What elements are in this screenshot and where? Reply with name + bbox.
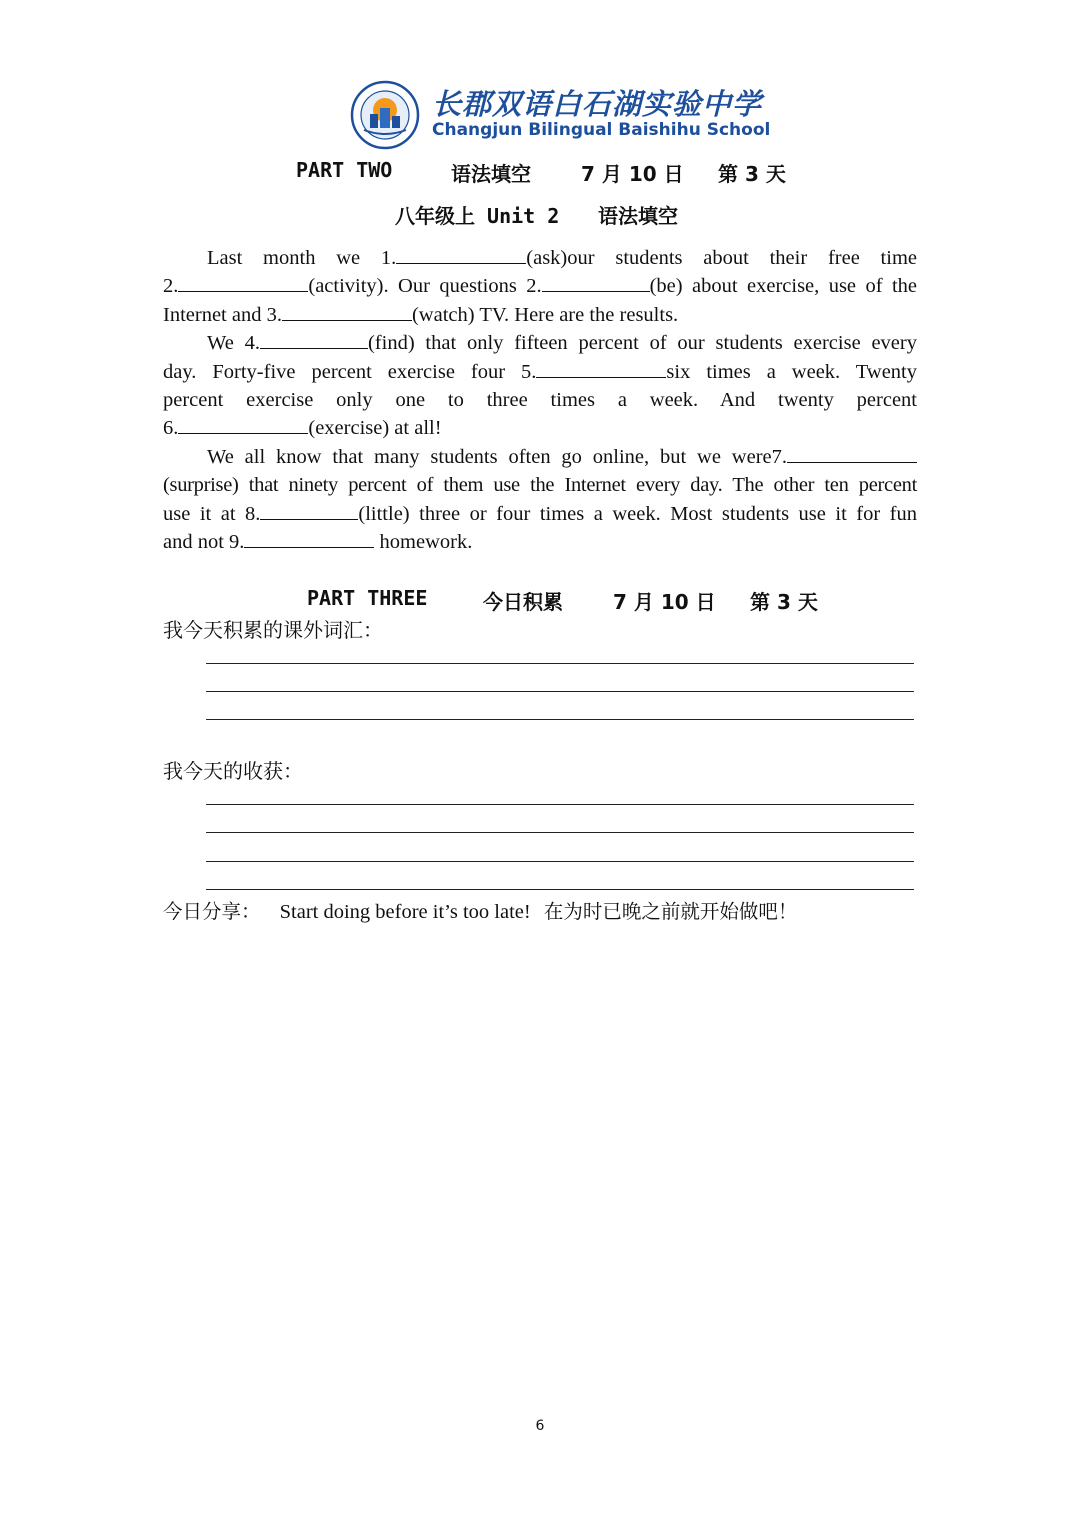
passage-line: day. Forty-five percent exercise four 5. six times a week. Twenty bbox=[163, 358, 917, 386]
part-two-heading bbox=[0, 158, 1080, 184]
blank-5[interactable] bbox=[536, 358, 666, 378]
passage-line: percent exercise only one to three times a week. And twenty percent bbox=[163, 388, 917, 411]
school-name-en: Changjun Bilingual Baishihu School bbox=[432, 120, 771, 140]
passage-paragraph-1 bbox=[163, 244, 917, 329]
school-header bbox=[350, 80, 771, 150]
share-quote-en: Start doing before it’s too late! bbox=[279, 901, 531, 923]
blank-7[interactable] bbox=[787, 443, 917, 463]
part-two-date: 7 月 10 日 bbox=[581, 162, 684, 186]
vocab-label: 我今天积累的课外词汇： bbox=[163, 618, 383, 642]
blank-3[interactable] bbox=[282, 301, 412, 321]
page-number: 6 bbox=[535, 1418, 545, 1434]
part-two-label: PART TWO bbox=[296, 158, 393, 182]
passage-line: use it at 8. (little) three or four times a week. Most students use it for fun bbox=[163, 500, 917, 528]
passage-paragraph-2 bbox=[163, 329, 917, 443]
gains-label: 我今天的收获： bbox=[163, 759, 303, 783]
passage-line: We 4. (find) that only fifteen percent of our students exercise every bbox=[163, 329, 917, 357]
passage-paragraph-3 bbox=[163, 443, 917, 557]
blank-2b[interactable] bbox=[542, 272, 650, 292]
part-two-title: 语法填空 bbox=[451, 162, 531, 186]
blank-8[interactable] bbox=[260, 500, 358, 520]
passage-line: and not 9. homework. bbox=[163, 528, 917, 556]
passage-line: 2. (activity). Our questions 2. (be) about exercise, use of the bbox=[163, 272, 917, 300]
vocab-writing-line[interactable] bbox=[206, 691, 914, 692]
gains-writing-line[interactable] bbox=[206, 861, 914, 862]
part-three-heading bbox=[0, 586, 1080, 612]
passage-line: (surprise) that ninety percent of them use the Internet every day. The other ten percent bbox=[163, 474, 917, 497]
subtitle-type: 语法填空 bbox=[598, 204, 678, 228]
share-quote-cn: 在为时已晚之前就开始做吧！ bbox=[543, 900, 798, 923]
gains-writing-line[interactable] bbox=[206, 889, 914, 890]
blank-6[interactable] bbox=[178, 414, 308, 434]
passage-line: 6. (exercise) at all! bbox=[163, 414, 917, 442]
blank-9[interactable] bbox=[244, 528, 374, 548]
blank-1[interactable] bbox=[396, 244, 526, 264]
vocab-writing-line[interactable] bbox=[206, 719, 914, 720]
subtitle-grade: 八年级上 Unit 2 bbox=[395, 204, 560, 228]
blank-4[interactable] bbox=[260, 329, 368, 349]
part-three-title: 今日积累 bbox=[483, 590, 563, 614]
part-two-subtitle bbox=[0, 200, 1080, 226]
part-two-day: 第 3 天 bbox=[718, 162, 786, 186]
share-label: 今日分享： bbox=[163, 900, 261, 923]
part-three-day: 第 3 天 bbox=[750, 590, 818, 614]
part-three-date: 7 月 10 日 bbox=[613, 590, 716, 614]
blank-2a[interactable] bbox=[178, 272, 308, 292]
passage-line: Internet and 3. (watch) TV. Here are the results. bbox=[163, 301, 917, 329]
gains-writing-line[interactable] bbox=[206, 832, 914, 833]
passage-line: Last month we 1. (ask)our students about their free time bbox=[163, 244, 917, 272]
vocab-writing-line[interactable] bbox=[206, 663, 914, 664]
passage-line: We all know that many students often go online, but we were7. bbox=[163, 443, 917, 471]
gains-writing-line[interactable] bbox=[206, 804, 914, 805]
school-name-cn: 长郡双语白石湖实验中学 bbox=[432, 87, 763, 121]
daily-share bbox=[163, 896, 797, 924]
school-emblem-icon bbox=[350, 80, 420, 150]
part-three-label: PART THREE bbox=[307, 586, 428, 610]
